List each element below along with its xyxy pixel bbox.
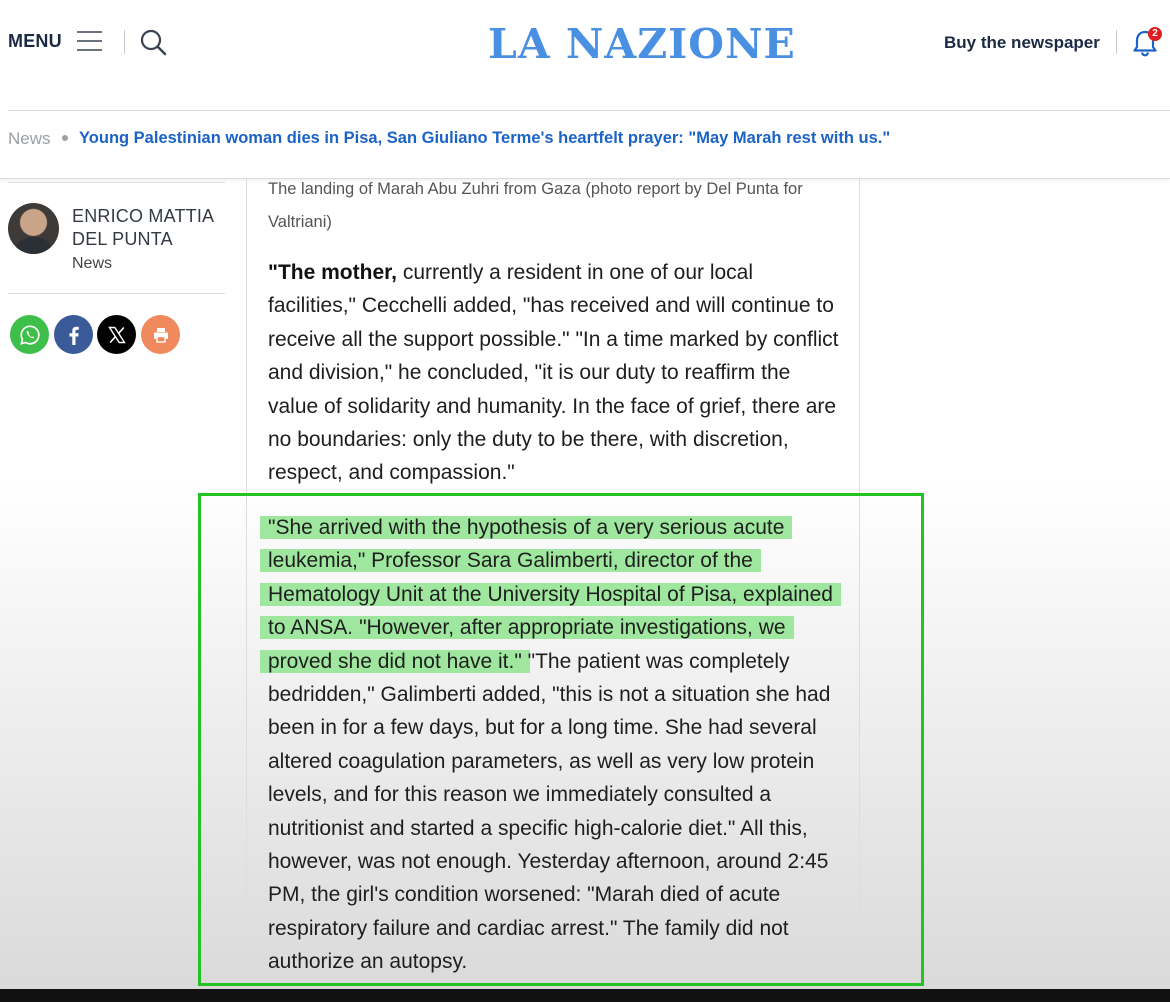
whatsapp-icon (19, 324, 41, 346)
breadcrumb-section[interactable]: News (8, 129, 51, 148)
screen-bottom-edge (0, 989, 1170, 1002)
sidebar-divider (8, 182, 225, 183)
highlighted-text: "She arrived with the hypothesis of a very serious acute leukemia," Professor Sara Galimberti, director of the Hematology Unit at the University Hospital of Pisa, explained to ANSA. (268, 516, 833, 640)
hamburger-menu-icon[interactable] (77, 31, 102, 51)
facebook-icon (64, 324, 84, 346)
whatsapp-share-button[interactable] (10, 315, 49, 354)
site-logo[interactable]: LA NAZIONE (488, 20, 796, 68)
breadcrumb-article-title[interactable]: Young Palestinian woman dies in Pisa, San Giuliano Terme's heartfelt prayer: "May Marah rest with us." (79, 129, 891, 147)
paragraph-text: currently a resident in one of our local facilities," Cecchelli added, "has received and will continue to receive all the support possible." "In a time marked by conflict and division," he concluded, "it is our duty to reaffirm the value of solidarity and humanity. In the face of grief, there are no boundaries: only the duty to be there, with discretion, respect, and compassion." (268, 261, 839, 485)
sidebar-divider (8, 293, 225, 294)
paragraph-text: "The patient was completely bedridden," Galimberti added, "this is not a situation she had been in for a few days, but for a long time. She had several altered coagulation parameters, as well as very low protein levels, and for this reason we immediately consulted a nutritionist and started a specific high-calorie diet." All this, however, was not enough. Yesterday afternoon, around 2:45 PM, the girl's condition worsened: "Marah died of acute respiratory failure and cardiac arrest." The family did not authorize an autopsy. (268, 649, 831, 974)
paragraph-lead: "The mother, (268, 261, 397, 284)
x-icon (107, 325, 127, 345)
site-header (0, 0, 1170, 112)
breadcrumb (0, 111, 1170, 179)
annotation-box (198, 493, 924, 986)
divider (124, 30, 125, 54)
divider (1116, 30, 1117, 54)
buy-newspaper-link[interactable]: Buy the newspaper (944, 33, 1100, 52)
article-paragraph (268, 256, 843, 490)
notification-badge: 2 (1148, 27, 1162, 41)
print-button[interactable] (141, 315, 180, 354)
print-icon (151, 325, 171, 345)
author-name[interactable]: ENRICO MATTIA DEL PUNTA (72, 206, 214, 249)
author-section: News (72, 255, 113, 272)
breadcrumb-separator (62, 135, 68, 141)
x-share-button[interactable] (97, 315, 136, 354)
author-avatar[interactable] (8, 203, 59, 254)
facebook-share-button[interactable] (54, 315, 93, 354)
highlighted-text: "However, after appropriate investigations, we proved she did not have it." (268, 616, 786, 673)
menu-label[interactable]: MENU (8, 31, 62, 51)
search-icon[interactable] (138, 27, 168, 57)
photo-caption: The landing of Marah Abu Zuhri from Gaza (photo report by Del Punta for Valtriani) (268, 180, 803, 231)
